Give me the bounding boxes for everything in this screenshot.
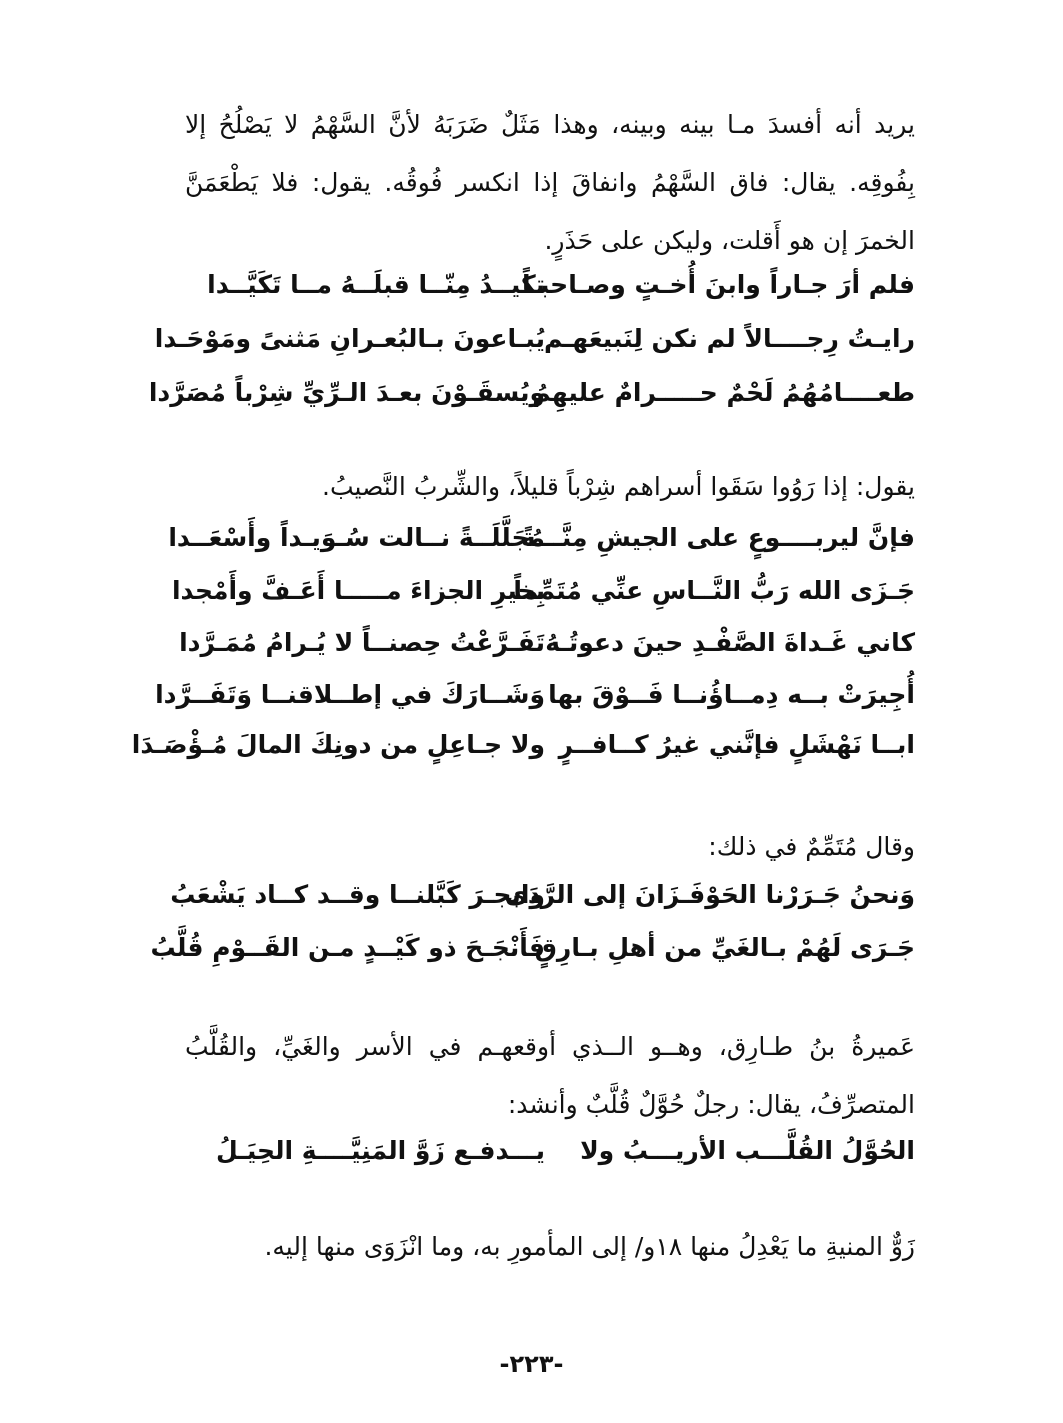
verse-first-hemistich: فلم أرَ جـاراً وابنَ أُخـتٍ وصـاحبـاً: [522, 270, 915, 299]
paragraph-commentary-4: زَوٌّ المنيةِ ما يَعْدِلُ منها ١٨و/ إلى المأمورِ به، وما انْزَوَى منها إليه.: [264, 1232, 915, 1261]
paragraph-intro-mutammim: وقال مُتَمِّمٌ في ذلك:: [708, 832, 915, 861]
verse-first-hemistich: جَـرَى لَهُمْ بـالغَيِّ من أهلِ بـارِقٍ: [534, 933, 915, 962]
verse-second-hemistich: وابجـرَ كَبَّلنــا وقــد كــاد يَشْعَبُ: [170, 880, 545, 909]
verse-first-hemistich: ابــا نَهْشَلٍ فإنَّني غيرُ كــافــرٍ: [558, 730, 915, 759]
verse-line: [185, 1128, 915, 1182]
verse-second-hemistich: مُجَلَّلَــةً نــالت سُـوَيـداً وأَسْعَــدا: [168, 523, 545, 552]
verse-line: [179, 620, 915, 674]
verse-line: [131, 722, 915, 776]
verse-line: [185, 262, 915, 316]
verse-line: [154, 316, 915, 370]
verse-first-hemistich: كاني غَـداةَ الصَّفْـدِ حينَ دعوتُـهُ: [545, 628, 915, 657]
page-number: -٢٢٣-: [499, 1350, 564, 1378]
paragraph-commentary-1: يريد أنه أفسدَ مـا بينه وبينه، وهذا مَثَلٌ ضَرَبَهُ لأنَّ السَّهْمُ لا يَصْلُحُ إلا بِفُوقِه. يقال: فاق السَّهْمُ وانفاقَ إذا انكسر فُوقُه. يقول: فلا يَطْعَمَنَّ الخمرَ إن هو أَقلت، وليكن على حَذَرٍ.: [185, 110, 915, 255]
verse-second-hemistich: تَفَـرَّعْتُ حِصنــاً لا يُـرامُ مُمَـرَّدا: [179, 628, 545, 657]
verse-second-hemistich: بِخيرِ الجزاءَ مـــــا أَعَـفَّ وأَمْجدا: [171, 576, 545, 605]
paragraph-commentary-2: يقول: إذا رَوُوا سَقَوا أسراهم شِرْباً قليلاً، والشِّربُ النَّصيبُ.: [322, 472, 915, 501]
verse-line: [155, 672, 915, 726]
verse-second-hemistich: ولا جـاعِلٍ من دونِكَ المالَ مُـؤْصَـدَا: [131, 730, 545, 759]
verse-first-hemistich: فإنَّ ليربــــوعٍ على الجيشِ مِنَّـــةً: [521, 523, 915, 552]
verse-line: [170, 872, 915, 926]
verse-second-hemistich: يـــدفـع زَوَّ المَنِيَّــــةِ الحِيَـلُ: [215, 1136, 545, 1165]
verse-first-hemistich: جَـزَى الله رَبُّ النَّــاسِ عنِّي مُتَمِّماً: [513, 576, 915, 605]
verse-second-hemistich: تكيــدُ مِنّــا قبلَــهُ مــا تَكَيَّــدا: [207, 270, 545, 299]
verse-first-hemistich: وَنحنُ جَـرَرْنا الحَوْفَـزَانَ إلى الرَّدَى: [504, 880, 915, 909]
verse-second-hemistich: يُبـاعونَ بـالبُعـرانِ مَثنىً ومَوْحَـدا: [154, 324, 545, 353]
verse-line: [150, 925, 915, 979]
verse-second-hemistich: وَشَــارَكَ في إطــلاقنــا وَتَفَــرَّدا: [155, 680, 545, 709]
verse-line: [148, 370, 915, 424]
paragraph-commentary-3: عَميرةُ بنُ طـارِق، وهــو الــذي أوقعهـم في الأسر والغَيِّ، والقُلَّبُ المتصرِّفُ، يقال: رجلٌ حُوَّلٌ قُلَّبٌ وأنشد:: [185, 1032, 915, 1119]
verse-first-hemistich: الحُوَّلُ القُلَّـــب الأريـــبُ ولا: [580, 1136, 915, 1165]
verse-line: [168, 515, 915, 569]
verse-first-hemistich: طعــــامُهُمُ لَحْمٌ حـــــرامٌ عليهِمُ: [532, 378, 915, 407]
verse-line: [171, 568, 915, 622]
verse-first-hemistich: أُجِيرَتْ بــه دِمــاؤُنــا فَــوْقَ بها: [548, 680, 915, 709]
verse-second-hemistich: فَأَنْجَـحَ ذو كَيْــدٍ مـن القَــوْمِ قُلَّبُ: [150, 933, 545, 962]
verse-first-hemistich: رايـتُ رِجــــالاً لم نكن لِنَبيعَهـم: [544, 324, 915, 353]
verse-second-hemistich: ويُسقَـوْنَ بعـدَ الـرِّيِّ شِرْباً مُصَرَّدا: [148, 378, 545, 407]
